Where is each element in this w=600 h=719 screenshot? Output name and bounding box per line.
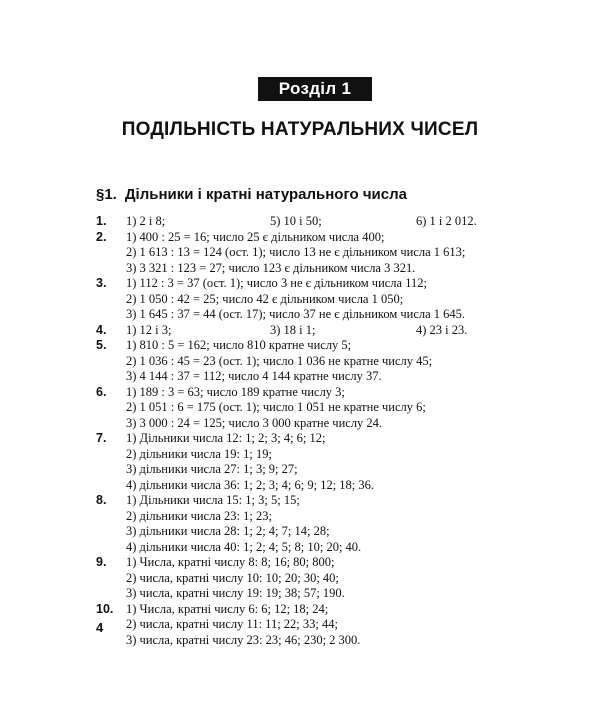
section-heading (96, 186, 407, 203)
answer-columns (126, 323, 516, 339)
answer-line: 3) дільники числа 27: 1; 3; 9; 27; (126, 462, 298, 476)
exercise-number: 5. (96, 338, 107, 352)
answer-part: 5) 10 і 50; (270, 214, 322, 228)
exercise-number: 6. (96, 384, 107, 399)
answer-line: 1) Числа, кратні числу 6: 6; 12; 18; 24; (126, 601, 329, 616)
exercise-number: 4. (96, 322, 107, 337)
exercise-item (96, 276, 516, 323)
section-title: Дільники і кратні натурального числа (124, 186, 407, 203)
chapter-label: Розділ 1 (258, 77, 372, 101)
answer-line: 2) дільники числа 23: 1; 23; (126, 508, 272, 523)
answer-line: 4) дільники числа 36: 1; 2; 3; 4; 6; 9; 12; 18; 36. (126, 477, 375, 492)
page-number: 4 (96, 620, 104, 635)
exercise-item (96, 555, 516, 602)
answer-line: 2) числа, кратні числу 10: 10; 20; 30; 40; (126, 570, 339, 585)
exercise-answer (126, 338, 516, 385)
exercise-answer (126, 493, 516, 555)
exercise-answer (126, 555, 516, 602)
exercise-item (96, 230, 516, 277)
answer-line: 3) числа, кратні числу 19: 19; 38; 57; 190. (126, 586, 345, 600)
answer-part: 1) 2 і 8; (126, 214, 166, 228)
exercise-answer (126, 385, 516, 432)
exercise-answer (126, 230, 516, 277)
answer-part: 1) 12 і 3; (126, 322, 172, 337)
answer-line: 2) 1 051 : 6 = 175 (ост. 1); число 1 051 не кратне числу 6; (126, 400, 426, 414)
answer-line: 2) 1 050 : 42 = 25; число 42 є дільником числа 1 050; (126, 291, 404, 306)
chapter-title: ПОДІЛЬНІСТЬ НАТУРАЛЬНИХ ЧИСЕЛ (121, 119, 479, 140)
answer-part: 4) 23 і 23. (416, 322, 468, 337)
answer-part: 3) 18 і 1; (270, 322, 316, 337)
exercise-item (96, 214, 516, 230)
answer-line: 3) дільники числа 28: 1; 2; 4; 7; 14; 28; (126, 524, 330, 538)
exercise-list (96, 214, 516, 648)
exercise-number: 8. (96, 493, 107, 507)
answer-line: 1) 400 : 25 = 16; число 25 є дільником числа 400; (126, 229, 385, 244)
answer-line: 1) Дільники числа 12: 1; 2; 3; 4; 6; 12; (126, 431, 326, 445)
exercise-answer (126, 602, 516, 649)
answer-line: 2) 1 613 : 13 = 124 (ост. 1); число 13 не є дільником числа 1 613; (126, 245, 466, 259)
exercise-number: 7. (96, 431, 107, 445)
answer-line: 1) Дільники числа 15: 1; 3; 5; 15; (126, 493, 300, 507)
exercise-item (96, 323, 516, 339)
exercise-number: 1. (96, 214, 107, 228)
answer-line: 2) числа, кратні числу 11: 11; 22; 33; 44; (126, 617, 338, 631)
answer-line: 4) дільники числа 40: 1; 2; 4; 5; 8; 10; 20; 40. (126, 539, 362, 554)
answer-line: 1) 112 : 3 = 37 (ост. 1); число 3 не є дільником числа 112; (126, 276, 427, 290)
exercise-answer (126, 431, 516, 493)
answer-line: 2) дільники числа 19: 1; 19; (126, 446, 272, 461)
answer-line: 1) 189 : 3 = 63; число 189 кратне числу 3; (126, 384, 345, 399)
exercise-item (96, 385, 516, 432)
exercise-answer (126, 214, 516, 230)
exercise-number: 9. (96, 555, 107, 569)
exercise-answer (126, 323, 516, 339)
answer-line: 1) 810 : 5 = 162; число 810 кратне числу 5; (126, 338, 352, 352)
exercise-item (96, 493, 516, 555)
answer-line: 3) числа, кратні числу 23: 23; 46; 230; 2 300. (126, 632, 361, 647)
answer-line: 1) Числа, кратні числу 8: 8; 16; 80; 800; (126, 555, 335, 569)
exercise-number: 10. (96, 601, 114, 616)
answer-line: 3) 4 144 : 37 = 112; число 4 144 кратне числу 37. (126, 369, 382, 383)
answer-line: 3) 3 000 : 24 = 125; число 3 000 кратне числу 24. (126, 415, 383, 430)
exercise-item (96, 338, 516, 385)
answer-columns (126, 214, 516, 230)
exercise-number: 3. (96, 276, 107, 290)
exercise-item (96, 602, 516, 649)
exercise-number: 2. (96, 229, 107, 244)
answer-line: 2) 1 036 : 45 = 23 (ост. 1); число 1 036 не кратне числу 45; (126, 353, 433, 368)
answer-line: 3) 3 321 : 123 = 27; число 123 є дільником числа 3 321. (126, 260, 416, 275)
answer-line: 3) 1 645 : 37 = 44 (ост. 17); число 37 не є дільником числа 1 645. (126, 307, 466, 321)
exercise-answer (126, 276, 516, 323)
section-number: §1. (96, 186, 117, 203)
exercise-item (96, 431, 516, 493)
answer-part: 6) 1 і 2 012. (416, 214, 477, 228)
